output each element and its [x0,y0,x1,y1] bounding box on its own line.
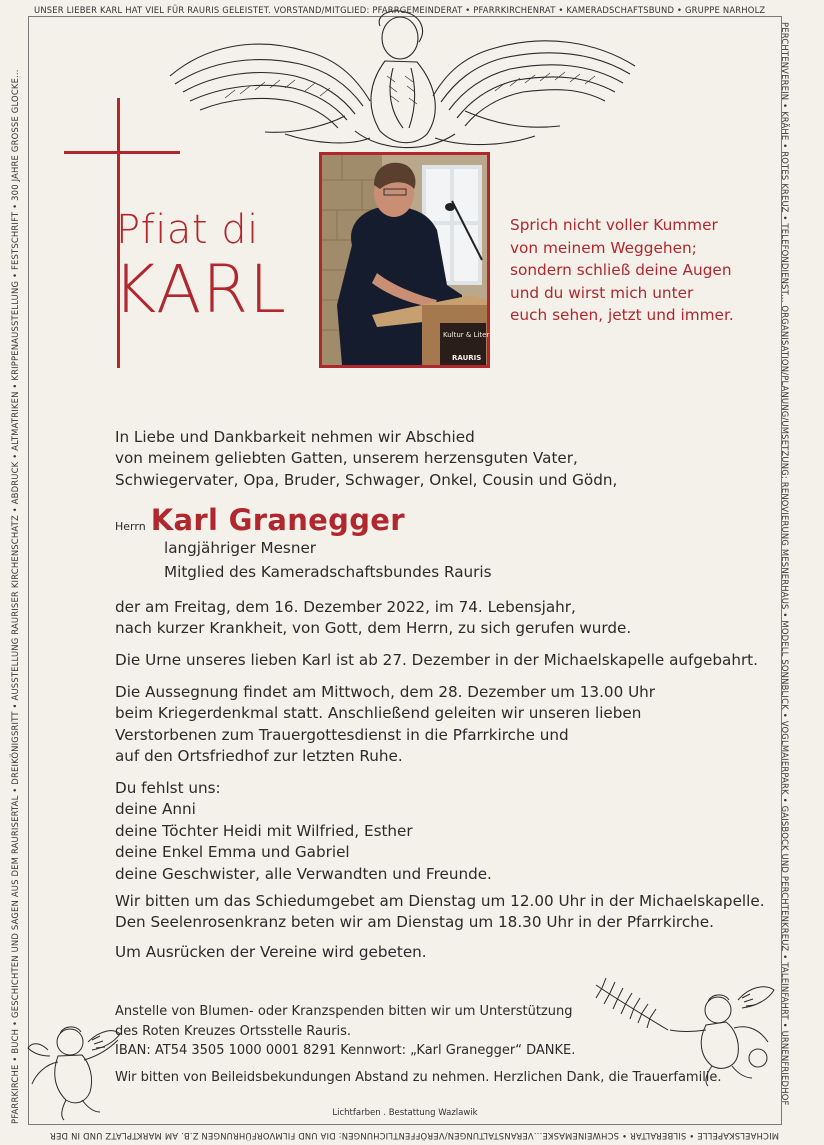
text-line: auf den Ortsfriedhof zur letzten Ruhe. [115,747,403,766]
text-line: Verstorbenen zum Trauergottesdienst in die Pfarrkirche und [115,725,569,744]
text-line: Wir bitten um das Schiedumgebet am Dienstag um 12.00 Uhr in der Michaelskapelle. [115,892,765,910]
clubs-paragraph [115,942,775,963]
name-prefix: Herrn [115,520,146,533]
poem-line: von meinem Weggehen; [510,238,697,257]
photo-banner-text-1: Kultur & Litera [443,331,494,339]
photo-banner-text-2: RAURIS [452,354,482,362]
roles [164,538,824,584]
border-text-bottom: MICHAELSKAPELLE • SILBERALTAR • SCHWEINEMASKE...VERANSTALTUNGEN/VERÖFFENTLICHUNGEN: DIA UND FILMVORFÜHRUNGEN Z.B. AM MARKTPLATZ UND IN DER [49,1131,779,1141]
text-line: Schwiegervater, Opa, Bruder, Schwager, Onkel, Cousin und Gödn, [115,470,618,489]
angel-engraving-icon [165,6,640,156]
poem-line: sondern schließ deine Augen [510,261,732,280]
border-text-left: PFARRKIRCHE • BUCH • GESCHICHTEN UND SAGEN AUS DEM RAURISERTAL • DREIKÖNIGSRITT • AUSSTELLUNG RAURISER KIRCHENSCHATZ • ABDRUCK • ALTMATRIKEN • KRIPPENAUSSTELLUNG • FESTSCHRIFT • 300 JAHRE GROSSE GLOCKE... [10,69,20,1124]
text-line: Anstelle von Blumen- oder Kranzspenden bitten wir um Unterstützung [115,1004,573,1019]
poem [510,214,770,327]
text-line: beim Kriegerdenkmal statt. Anschließend geleiten wir unseren lieben [115,704,642,723]
text-line: von meinem geliebten Gatten, unserem herzensguten Vater, [115,449,578,468]
cherub-left-icon [18,1012,123,1122]
heading-karl: KARL [113,251,287,328]
text-line: Wir bitten von Beileidsbekundungen Abstand zu nehmen. Herzlichen Dank, die Trauerfamilie. [115,1070,722,1085]
text-line: des Roten Kreuzes Ortsstelle Rauris. [115,1023,352,1039]
portrait-image-icon [322,155,494,365]
text-line: In Liebe und Dankbarkeit nehmen wir Abschied [115,428,475,446]
text-line: IBAN: AT54 3505 1000 0001 8291 Kennwort: „Karl Granegger“ DANKE. [115,1043,576,1059]
text-line: deine Enkel Emma und Gabriel [115,843,350,862]
role-line: Mitglied des Kameradschaftsbundes Rauris [164,563,492,582]
portrait-photo [319,152,494,368]
poem-line: und du wirst mich unter [510,283,694,302]
intro-paragraph [115,427,775,491]
text-line: Um Ausrücken der Vereine wird gebeten. [115,943,427,961]
text-line: Die Urne unseres lieben Karl ist ab 27. Dezember in der Michaelskapelle aufgebahrt. [115,651,758,669]
text-line: deine Anni [115,800,196,819]
death-paragraph [115,597,775,640]
text-line: nach kurzer Krankheit, von Gott, dem Herrn, zu sich gerufen wurde. [115,619,632,638]
urn-paragraph [115,650,775,671]
heading-pfiat-di: Pfiat di [116,207,259,253]
text-line: deine Töchter Heidi mit Wilfried, Esther [115,821,413,840]
text-line: Du fehlst uns: [115,779,221,797]
text-line: Die Aussegnung findet am Mittwoch, dem 28. Dezember um 13.00 Uhr [115,683,656,701]
deceased-name [115,503,405,537]
text-line: Den Seelenrosenkranz beten wir am Dienstag um 18.30 Uhr in der Pfarrkirche. [115,913,714,932]
border-text-top: UNSER LIEBER KARL HAT VIEL FÜR RAURIS GELEISTET. VORSTAND/MITGLIED: PFARRGEMEINDERAT • PFARRKIRCHENRAT • KAMERADSCHAFTSBUND • GRUPPE NARHOLZ [34,5,766,15]
name-full: Karl Granegger [150,503,405,537]
border-text-right: PERCHTENVEREIN • KRÄHE • ROTES KREUZ • TELEFONDIENST... ORGANISATION/PLANUNG/UMSETZUNG: RENOVIERUNG MESNERHAUS • MODELL SONNBLICK • VOGLMAIERPARK • GAISBOCK UND PERCHTENKREUZ • TALEINFAHRT • URNENFRIEDHOF [780,22,790,1106]
cross-horizontal [64,151,180,154]
text-line: der am Freitag, dem 16. Dezember 2022, im 74. Lebensjahr, [115,598,576,616]
mourners-paragraph [115,778,775,885]
poem-line: euch sehen, jetzt und immer. [510,306,734,325]
role-line: langjähriger Mesner [164,539,317,557]
poem-line: Sprich nicht voller Kummer [510,216,718,234]
prayers-paragraph [115,891,775,934]
cherub-right-icon [588,970,778,1090]
credit: Lichtfarben . Bestattung Wazlawik [332,1108,478,1118]
text-line: deine Geschwister, alle Verwandten und Freunde. [115,864,492,883]
ceremony-paragraph [115,682,775,768]
